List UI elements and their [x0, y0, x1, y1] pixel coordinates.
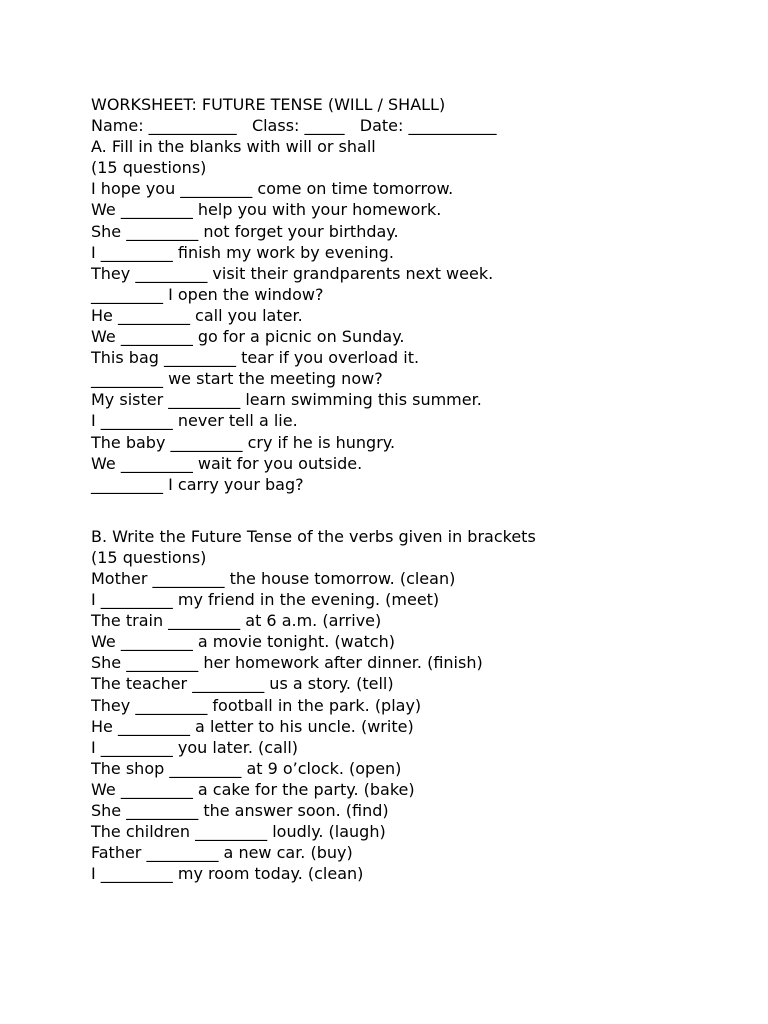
section-b-question-1: Mother _________ the house tomorrow. (clean)	[91, 568, 456, 588]
section-b-question-9: I _________ you later. (call)	[91, 737, 298, 757]
section-a-question-3: She _________ not forget your birthday.	[91, 221, 399, 241]
section-b-question-8: He _________ a letter to his uncle. (write)	[91, 716, 414, 736]
worksheet-title: WORKSHEET: FUTURE TENSE (WILL / SHALL)	[91, 95, 446, 114]
section-b-question-3: The train _________ at 6 a.m. (arrive)	[91, 611, 382, 631]
section-a-question-4: I _________ finish my work by evening.	[91, 242, 394, 262]
section-a-question-6: _________ I open the window?	[91, 284, 324, 304]
section-a-question-12: I _________ never tell a lie.	[91, 411, 298, 431]
section-a-question-15: _________ I carry your bag?	[91, 474, 304, 494]
section-a-question-2: We _________ help you with your homework.	[91, 200, 442, 220]
worksheet-page	[91, 94, 731, 884]
section-a-question-7: He _________ call you later.	[91, 305, 303, 325]
section-b-question-11: We _________ a cake for the party. (bake)	[91, 779, 415, 799]
section-a-question-1: I hope you _________ come on time tomorrow.	[91, 179, 454, 199]
section-b-count: (15 questions)	[91, 547, 207, 567]
section-b-heading: B. Write the Future Tense of the verbs given in brackets	[91, 526, 536, 546]
section-b-question-12: She _________ the answer soon. (find)	[91, 801, 389, 820]
section-b-question-2: I _________ my friend in the evening. (meet)	[91, 590, 440, 610]
section-b-question-7: They _________ football in the park. (play)	[91, 695, 422, 715]
section-b-question-6: The teacher _________ us a story. (tell)	[91, 674, 394, 694]
section-b-question-4: We _________ a movie tonight. (watch)	[91, 632, 395, 652]
section-b-question-13: The children _________ loudly. (laugh)	[91, 822, 386, 842]
section-a-question-10: _________ we start the meeting now?	[91, 369, 383, 389]
section-a-question-8: We _________ go for a picnic on Sunday.	[91, 327, 405, 347]
section-a-count: (15 questions)	[91, 158, 207, 178]
section-b-question-15: I _________ my room today. (clean)	[91, 864, 364, 884]
section-a-question-9: This bag _________ tear if you overload it.	[91, 348, 420, 368]
section-divider	[91, 495, 731, 526]
section-b-question-5: She _________ her homework after dinner. (finish)	[91, 653, 483, 673]
section-a-question-13: The baby _________ cry if he is hungry.	[91, 432, 396, 452]
section-a-question-11: My sister _________ learn swimming this summer.	[91, 390, 482, 410]
section-a-heading: A. Fill in the blanks with will or shall	[91, 137, 376, 157]
section-a-question-5: They _________ visit their grandparents next week.	[91, 263, 494, 283]
student-info-line: Name: ___________ Class: _____ Date: ___________	[91, 116, 497, 136]
section-a-question-14: We _________ wait for you outside.	[91, 453, 363, 473]
section-b-question-10: The shop _________ at 9 o’clock. (open)	[91, 758, 402, 778]
section-b-question-14: Father _________ a new car. (buy)	[91, 843, 353, 863]
